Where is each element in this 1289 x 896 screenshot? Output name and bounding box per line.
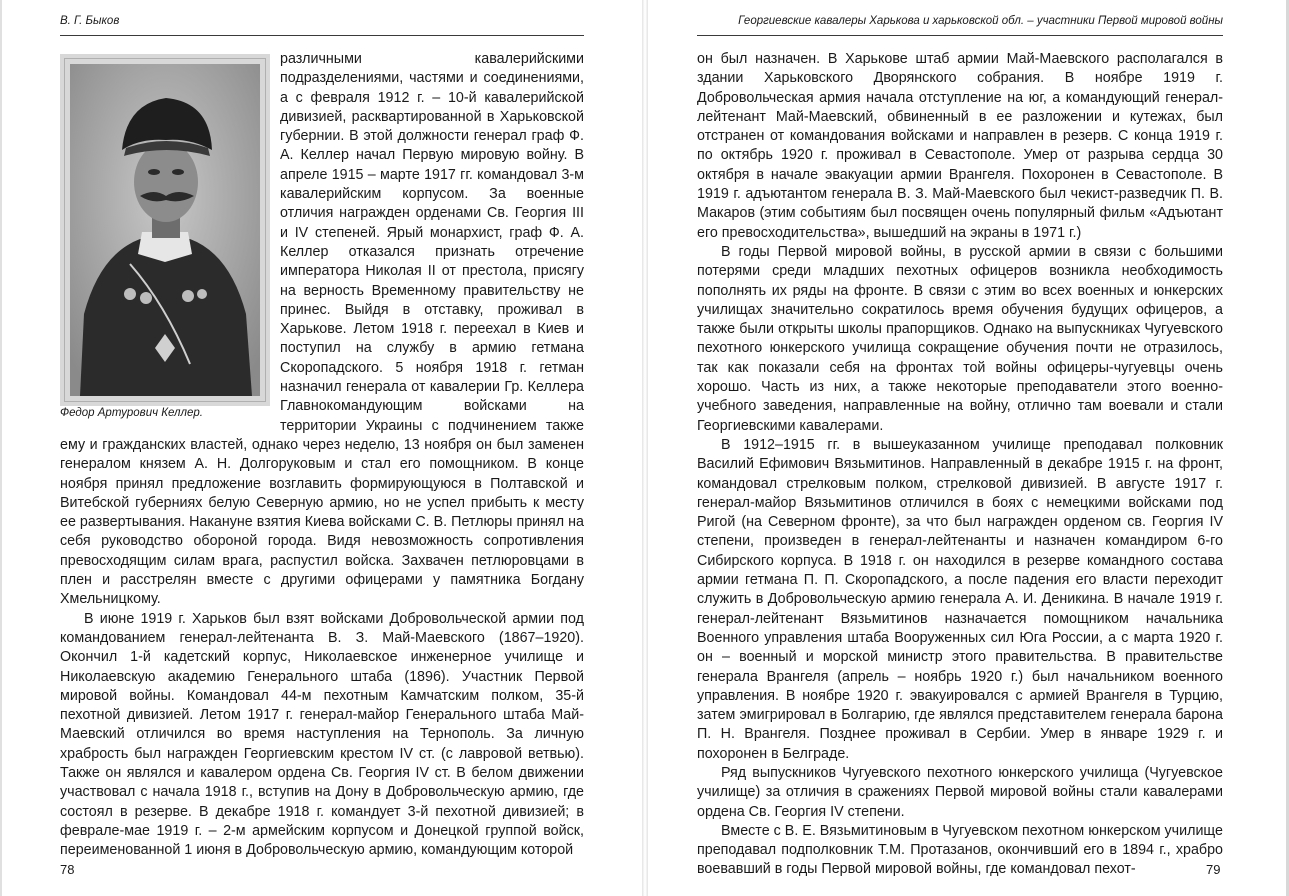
left-paragraph-1: различными кавалерийскими подразделениями, частями и соединениями, а с февраля 1912 г. – 10-й кавалерийской дивизией, расквартированной в Харьковской губернии. В этой должности генерал граф Ф. А. Келлер начал Первую мировую войну. В апреле 1915 – марте 1917 гг. командовал 3-м кавалерийским корпусом. За военные отличия награжден орденами Св. Георгия III и IV степеней. Ярый монархист, граф Ф. А. Келлер отказался признать отречение императора Николая II от престола, присягу на верность Временному правительству не принес. Выйдя в отставку, проживал в Харькове. Летом 1918 г. переехал в Киев и поступил на службу в армию гетмана Скоропадского. 5 ноября 1918 г. гетман назначил генерала от кавалерии Гр. Келлера Главнокомандующим войсками на территории Украины с подчинением также ему и гражданских властей, однако через неделю, 13 ноября он был заменен генералом князем А. Н. Долгоруковым и стал его помощником. В конце ноября принял предложение возглавить формирующуюся в Полтавской и Витебской губерниях белую Северную армию, но не успел прибыть к месту ее развертывания. Накануне взятия Киева войсками С. В. Петлюры принял на себя руководство обороной города. Видя невозможность сопротивления превосходящим силам врага, распустил войска. Захвачен петлюровцами в плен и расстрелян вместе с другими офицерами у памятника Богдану Хмельницкому. [60, 51, 584, 608]
right-page-body [697, 50, 1223, 880]
right-paragraph-5: Вместе с В. Е. Вязьмитиновым в Чугуевском пехотном юнкерском училище преподавал подполковник Т.М. Протазанов, окончивший его в 1894 г., храбро воевавший в годы Первой мировой войны, где командовал пехот- [697, 822, 1223, 878]
portrait-photo [70, 64, 260, 396]
left-paragraph-2: В июне 1919 г. Харьков был взят войсками Добровольческой армии под командованием генерал-лейтенанта В. З. Май-Маевского (1867–1920). Окончил 1-й кадетский корпус, Николаевское инженерное училище и Николаевскую академию Генерального штаба (1896). Участник Первой мировой войны. Командовал 44-м пехотным Камчатским полком, 35-й пехотной дивизией. Летом 1917 г. генерал-майор Генерального штаба Май-Маевский отличился во время наступления на Тернополь. За личную храбрость был награжден Георгиевским крестом IV ст. (с лавровой ветвью). Также он являлся и кавалером ордена Св. Георгия IV ст. В белом движении участвовал с начала 1918 г., вступив на Дону в Добровольческую армию, где состоял в резерве. В декабре 1918 г. командует 3-й пехотной дивизией; в феврале-мае 1919 г. – 2-м армейским корпусом и Донецкой группой войск, переименованной 1 июня в Добровольческую армию, командующим которой [60, 610, 584, 859]
right-paragraph-3: В 1912–1915 гг. в вышеуказанном училище преподавал полковник Василий Ефимович Вязьмитинов. Направленный в декабре 1915 г. на фронт, командовал стрелковым полком, стрелковой дивизией. В августе 1917 г. генерал-майор Вязьмитинов отличился в боях с немецкими войсками под Ригой (на Северном фронте), за что был награжден орденом св. Георгия IV степени, произведен в генерал-лейтенанты и назначен командиром 6-го Сибирского корпуса. В 1918 г. он находился в резерве командного состава армии гетмана П. П. Скоропадского, а после падения его власти переходит служить в Добровольческую армию генерала А. И. Деникина. В начале 1919 г. генерал-лейтенант Вязьмитинов назначается помощником начальника Военного управления штаба Вооруженных сил Юга России, а с марта 1920 г. он – военный и морской министр этого правительства. В правительстве генерала Врангеля (апрель – ноябрь 1920 г.) был начальником военного управления. В ноябре 1920 г. эвакуировался с армией Врангеля в Турцию, затем эмигрировал в Болгарию, где являлся представителем генерала барона П. Н. Врангеля. Позднее проживал в Сербии. Умер в январе 1929 г. и похоронен в Белграде. [697, 436, 1223, 762]
portrait-frame [60, 54, 270, 406]
running-head-title: Георгиевские кавалеры Харькова и харьковской обл. – участники Первой мировой войны [738, 15, 1223, 27]
running-head-author: В. Г. Быков [60, 15, 120, 27]
right-paragraph-4: Ряд выпускников Чугуевского пехотного юнкерского училища (Чугуевское училище) за отличия в сражениях Первой мировой войны стали кавалерами ордена Св. Георгия IV степени. [697, 764, 1223, 820]
page-number-right: 79 [1206, 862, 1221, 877]
right-paragraph-2: В годы Первой мировой войны, в русской армии в связи с большими потерями среди младших пехотных офицеров возникла необходимость пополнять их ряды на фронте. В связи с этим во всех военных и юнкерских училищах значительно сократилось время обучения будущих офицеров, а также были открыты школы прапорщиков. Однако на выпускниках Чугуевского пехотного юнкерского училища сокращение обучения почти не отразилось, так как показали себя на фронтах той войны офицеры-чугуевцы очень хорошо. Часть из них, а также некоторые преподаватели этого военно-учебного заведения, направленные на войну, отлично там воевали и стали Георгиевскими кавалерами. [697, 243, 1223, 434]
portrait-caption: Федор Артурович Келлер. [60, 407, 203, 419]
portrait-image [70, 64, 260, 396]
left-page-body [60, 50, 584, 860]
book-gutter [642, 0, 648, 896]
portrait-figure [60, 50, 280, 435]
header-rule-left [60, 35, 584, 36]
page-number-left: 78 [60, 862, 75, 877]
right-paragraph-1: он был назначен. В Харькове штаб армии Май-Маевского располагался в здании Харьковского Дворянского собрания. В ноябре 1919 г. Добровольческая армия начала отступление на юг, а командующий генерал-лейтенант Май-Маевский, обвиненный в ее разложении и кутежах, был отстранен от командования войсками и направлен в резерв. С конца 1919 г. по октябрь 1920 г. проживал в Севастополе. Умер от разрыва сердца 30 октября в начале эвакуации армии Врангеля. Похоронен в Севастополе. В 1919 г. адъютантом генерала В. З. Май-Маевского был чекист-разведчик П. В. Макаров (этим событиям был посвящен очень популярный фильм «Адъютант его превосходительства», вышедший на экраны в 1971 г.) [697, 51, 1223, 241]
page-edge-left [0, 0, 2, 896]
header-rule-right [697, 35, 1223, 36]
